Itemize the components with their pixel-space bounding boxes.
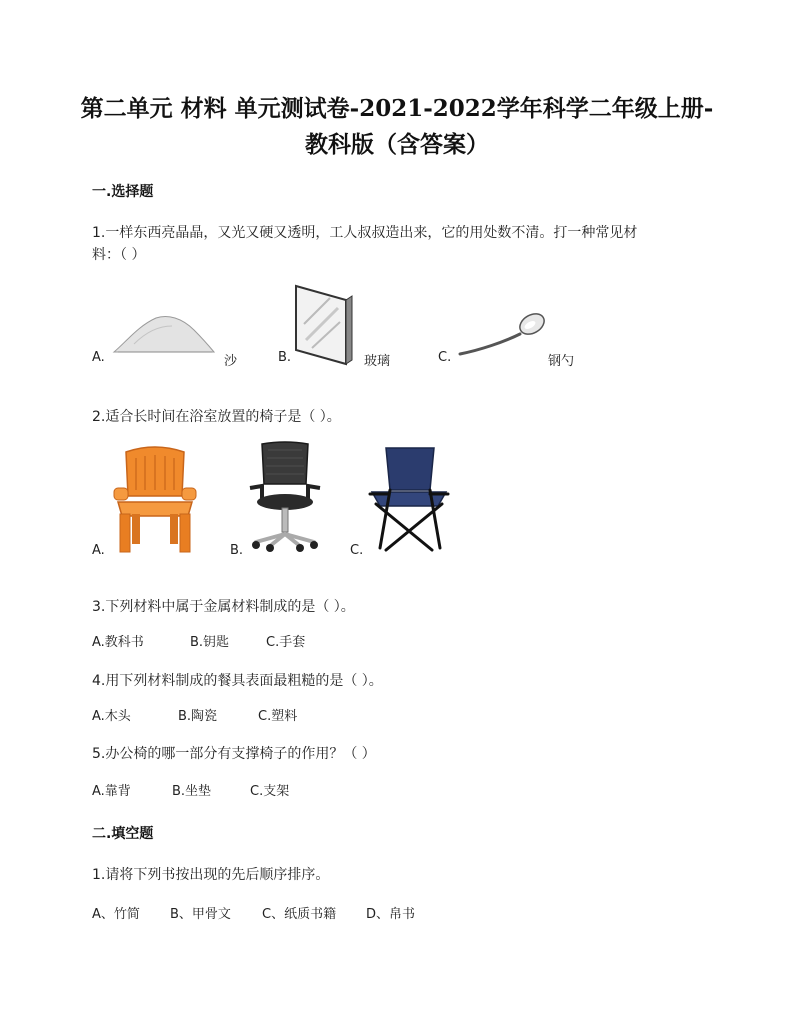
fill-q1-option-b: B、甲骨文 [170,907,231,922]
q1-option-b-letter: B. [278,350,292,365]
q3-option-c: C.手套 [266,635,306,650]
q4-option-b: B.陶瓷 [178,709,218,724]
steel-spoon-icon [456,308,548,360]
fill-q1-option-c: C、纸质书籍 [262,907,337,922]
question-1-text-line1: 1.一样东西亮晶晶，又光又硬又透明，工人叔叔造出来，它的用处数不清。打一种常见材 [92,225,638,241]
document-title-line1: 第二单元 材料 单元测试卷-2021-2022学年科学二年级上册- [80,95,714,122]
q4-option-a: A.木头 [92,709,131,724]
q1-option-a-letter: A. [92,350,105,365]
sand-pile-icon [112,306,216,356]
q3-option-b: B.钥匙 [190,635,230,650]
q1-option-c-label: 钢勺 [548,354,575,369]
q2-option-c-letter: C. [350,543,364,558]
question-5-text: 5.办公椅的哪一部分有支撑椅子的作用？（ ） [92,746,376,762]
q4-option-c: C.塑料 [258,709,298,724]
folding-chair-icon [366,444,452,554]
q2-option-b-letter: B. [230,543,244,558]
q3-option-a: A.教科书 [92,635,144,650]
question-3-text: 3.下列材料中属于金属材料制成的是（ ）。 [92,599,355,615]
fill-q1-option-a: A、竹简 [92,907,140,922]
glass-pane-icon [294,284,356,366]
q1-option-c-letter: C. [438,350,452,365]
section-heading-choice: 一.选择题 [92,184,154,200]
fill-q1-option-d: D、帛书 [366,907,416,922]
document-title-line2: 教科版（含答案） [305,131,489,158]
question-2-text: 2.适合长时间在浴室放置的椅子是（ ）。 [92,409,341,425]
q5-option-b: B.坐垫 [172,784,212,799]
q1-option-b-label: 玻璃 [364,354,391,369]
fill-question-1-text: 1.请将下列书按出现的先后顺序排序。 [92,867,330,883]
q1-option-a-label: 沙 [224,354,238,369]
plastic-chair-icon [112,444,198,554]
office-chair-icon [248,440,322,552]
q2-option-a-letter: A. [92,543,105,558]
q5-option-a: A.靠背 [92,784,131,799]
q5-option-c: C.支架 [250,784,290,799]
section-heading-fill-in: 二.填空题 [92,826,154,842]
question-4-text: 4.用下列材料制成的餐具表面最粗糙的是（ ）。 [92,673,383,689]
question-1-text-line2: 料：（ ） [92,247,146,263]
